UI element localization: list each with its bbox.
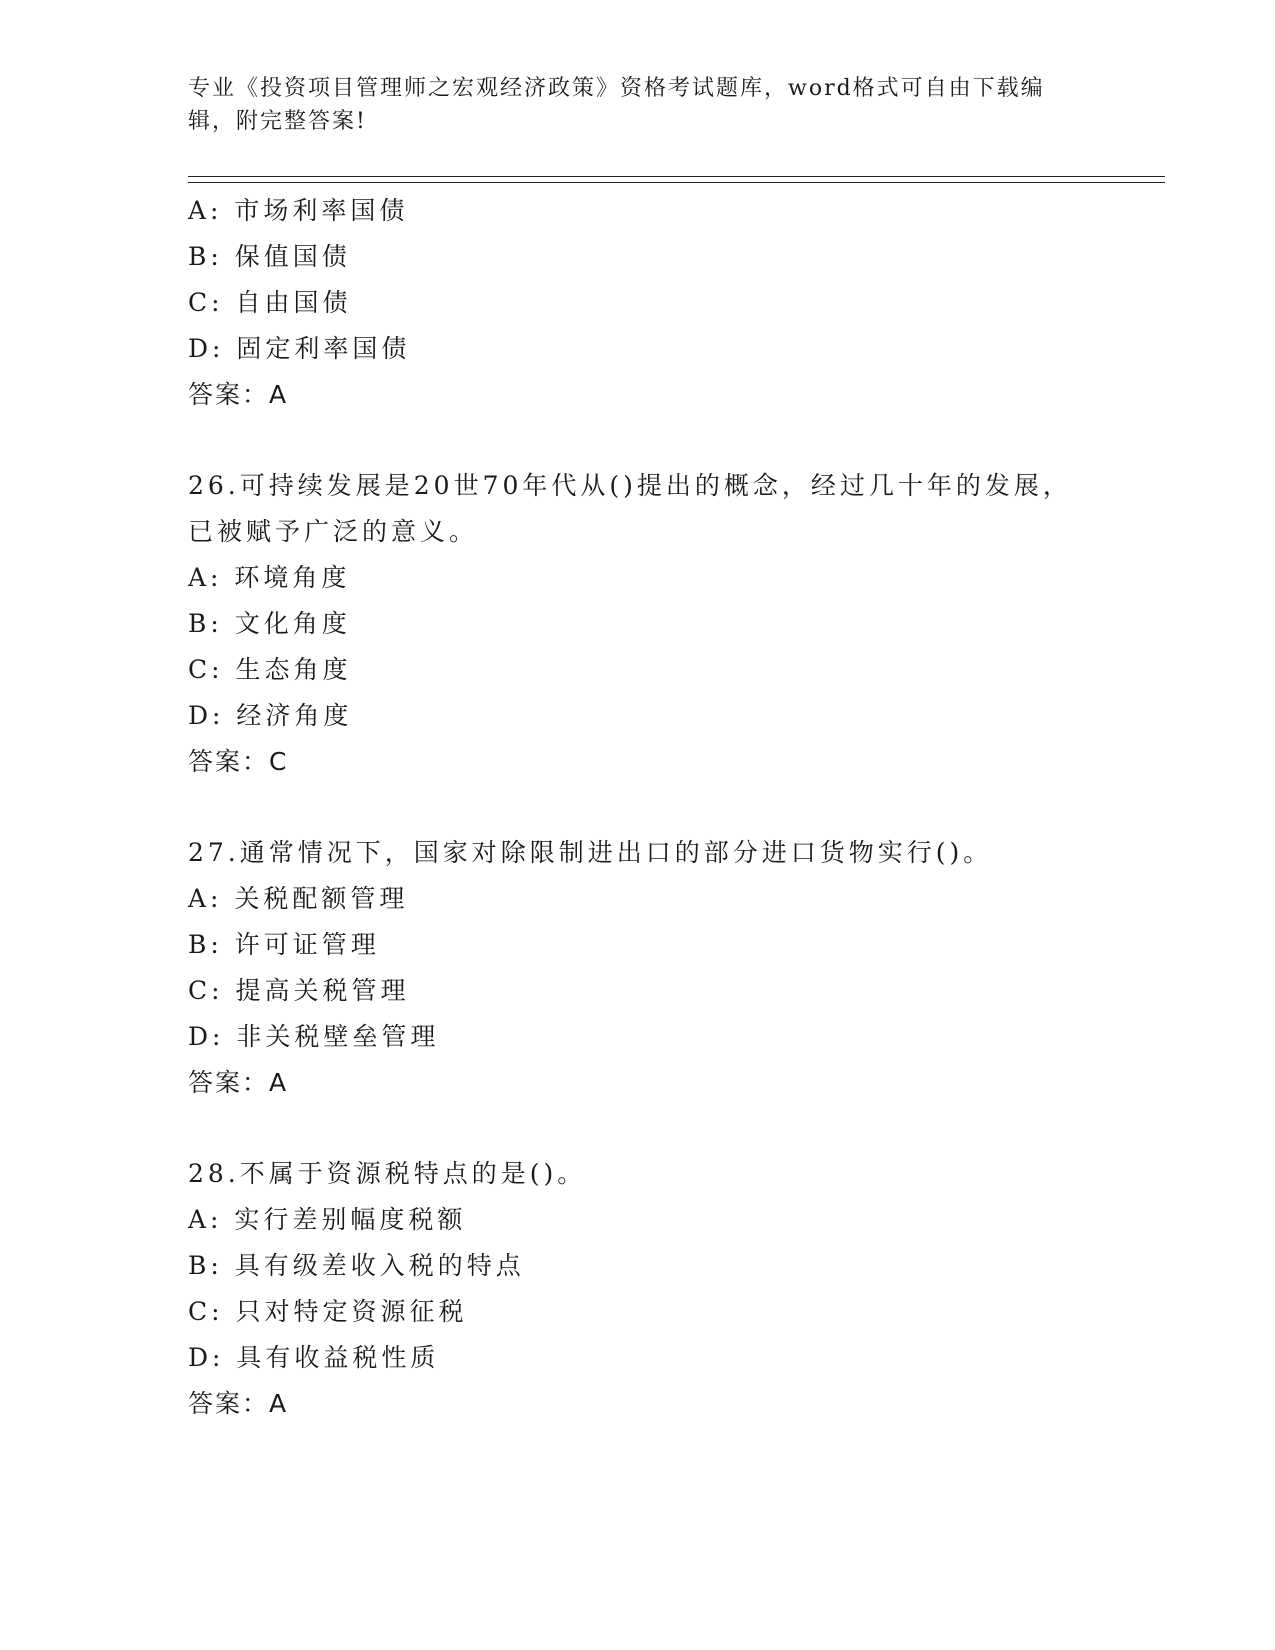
option-c: C: 生态角度 bbox=[188, 655, 352, 684]
header-rule-top bbox=[188, 176, 1165, 177]
header-line-2: 辑，附完整答案! bbox=[188, 109, 367, 134]
option-c: C: 提高关税管理 bbox=[188, 976, 410, 1005]
question-28-block bbox=[188, 1151, 1088, 1427]
option-b: B: 具有级差收入税的特点 bbox=[188, 1251, 525, 1280]
option-a: A: 市场利率国债 bbox=[188, 196, 409, 225]
question-26-block bbox=[188, 463, 1088, 785]
option-b: B: 保值国债 bbox=[188, 242, 351, 271]
option-a: A: 环境角度 bbox=[188, 563, 351, 592]
question-stem: 26.可持续发展是20世70年代从()提出的概念，经过几十年的发展， bbox=[188, 471, 1072, 500]
question-27-block bbox=[188, 830, 1088, 1106]
answer-line: 答案：C bbox=[188, 747, 289, 776]
document-header bbox=[188, 72, 1068, 138]
question-list bbox=[188, 188, 1088, 1427]
question-stem: 27.通常情况下，国家对除限制进出口的部分进口货物实行()。 bbox=[188, 838, 993, 867]
question-stem: 28.不属于资源税特点的是()。 bbox=[188, 1159, 587, 1188]
option-c: C: 只对特定资源征税 bbox=[188, 1297, 468, 1326]
option-c: C: 自由国债 bbox=[188, 288, 352, 317]
question-25-block bbox=[188, 188, 1088, 418]
option-d: D: 具有收益税性质 bbox=[188, 1343, 440, 1372]
option-a: A: 实行差别幅度税额 bbox=[188, 1205, 467, 1234]
answer-line: 答案：A bbox=[188, 1068, 289, 1097]
question-stem-continued: 已被赋予广泛的意义。 bbox=[188, 517, 479, 546]
header-rule-bottom bbox=[188, 182, 1165, 183]
answer-line: 答案：A bbox=[188, 380, 289, 409]
header-line-1: 专业《投资项目管理师之宏观经济政策》资格考试题库，word格式可自由下载编 bbox=[188, 76, 1045, 101]
option-a: A: 关税配额管理 bbox=[188, 884, 409, 913]
option-d: D: 经济角度 bbox=[188, 701, 353, 730]
option-d: D: 非关税壁垒管理 bbox=[188, 1022, 440, 1051]
option-b: B: 许可证管理 bbox=[188, 930, 380, 959]
option-d: D: 固定利率国债 bbox=[188, 334, 411, 363]
answer-line: 答案：A bbox=[188, 1389, 289, 1418]
option-b: B: 文化角度 bbox=[188, 609, 351, 638]
